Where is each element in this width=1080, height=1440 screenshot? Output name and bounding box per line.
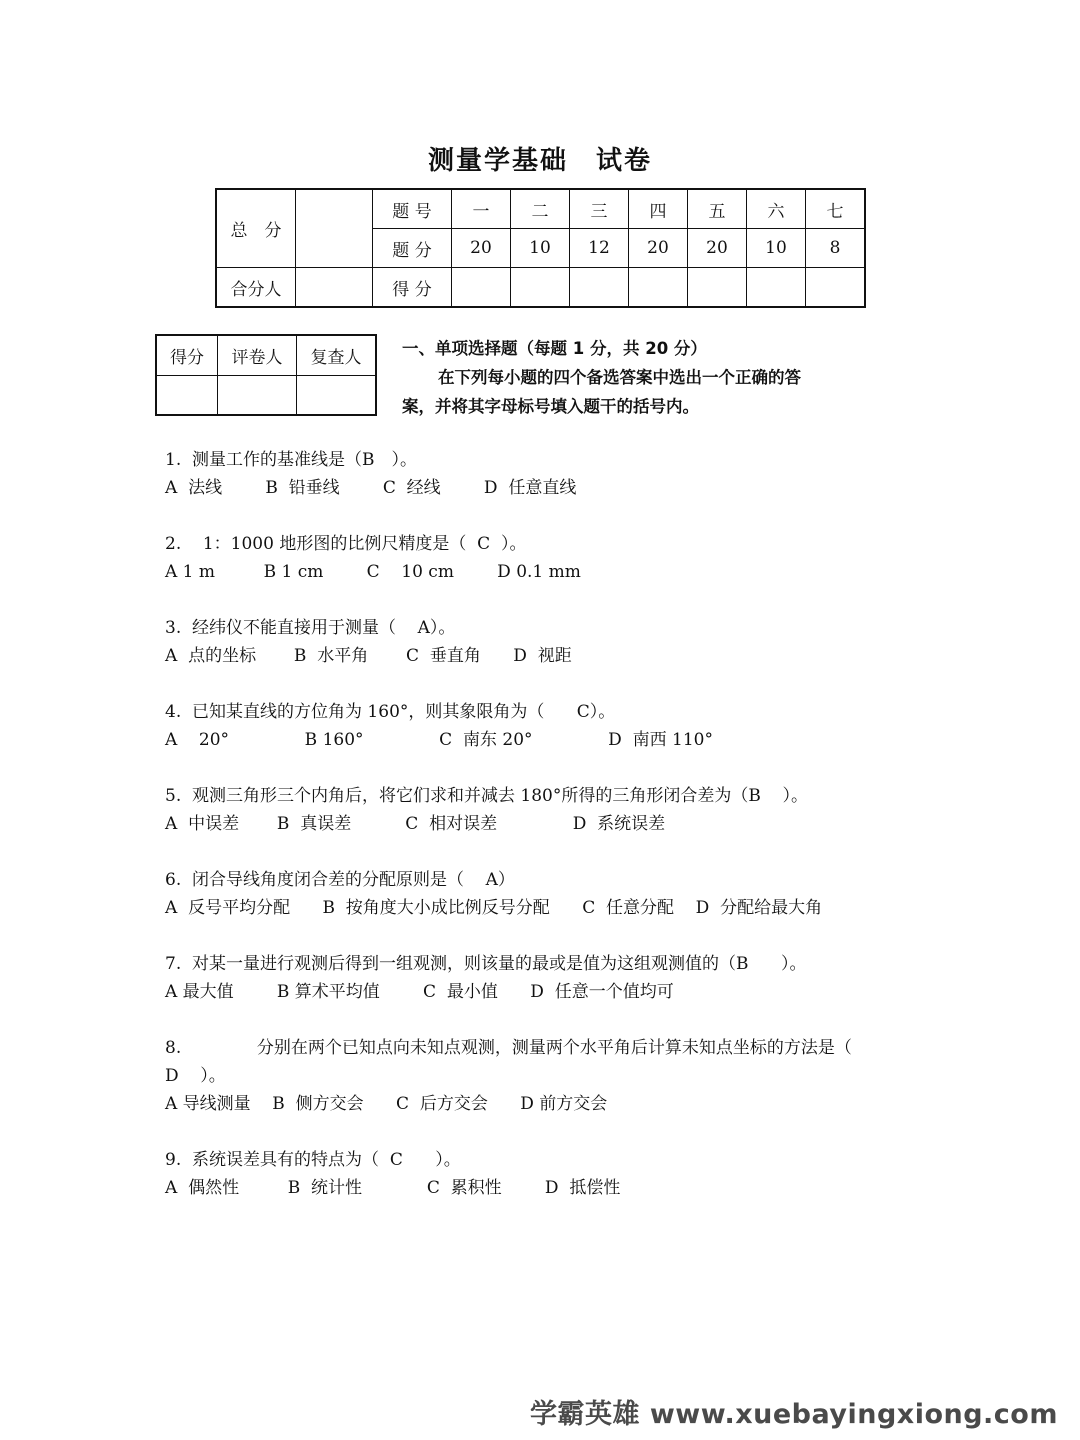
section-instruction-1: 在下列每小题的四个备选答案中选出一个正确的答 <box>438 368 801 387</box>
question-number-cell: 四 <box>629 189 688 229</box>
score-table <box>215 188 866 308</box>
grader-header-reviewer: 评卷人 <box>218 335 297 375</box>
question-options: A 反号平均分配 B 按角度大小成比例反号分配 C 任意分配 D 分配给最大角 <box>165 898 823 918</box>
question-points-cell: 12 <box>570 229 629 268</box>
page-title: 测量学基础 试卷 <box>427 146 652 176</box>
combiner-value <box>296 268 373 308</box>
earned-score-cell <box>511 268 570 308</box>
question-number-cell: 六 <box>747 189 806 229</box>
section-instruction-2: 案，并将其字母标号填入题干的括号内。 <box>402 397 699 416</box>
question-options: A 法线 B 铅垂线 C 经线 D 任意直线 <box>165 478 577 498</box>
question-item <box>165 1034 925 1118</box>
question-options: A 中误差 B 真误差 C 相对误差 D 系统误差 <box>165 814 666 834</box>
question-number-cell: 五 <box>688 189 747 229</box>
question-item <box>165 1146 925 1202</box>
question-item <box>165 530 925 586</box>
earned-score-cell <box>452 268 511 308</box>
question-number-cell: 七 <box>806 189 866 229</box>
question-stem: 8. 分别在两个已知点向未知点观测，测量两个水平角后计算未知点坐标的方法是（ <box>165 1038 852 1058</box>
earned-score-cell <box>629 268 688 308</box>
total-score-label: 总 分 <box>216 189 296 268</box>
question-options: A 导线测量 B 侧方交会 C 后方交会 D 前方交会 <box>165 1094 608 1114</box>
question-stem: 2. 1：1000 地形图的比例尺精度是（ C ）。 <box>165 534 527 554</box>
grader-header-score: 得分 <box>156 335 218 375</box>
question-item <box>165 614 925 670</box>
section-header <box>402 334 882 421</box>
question-points-cell: 20 <box>452 229 511 268</box>
grader-reviewer-cell <box>218 375 297 415</box>
question-stem: 9. 系统误差具有的特点为（ C ）。 <box>165 1150 461 1170</box>
question-list <box>165 446 925 1230</box>
grader-table <box>155 334 377 416</box>
question-points-label: 题 分 <box>373 229 452 268</box>
question-points-cell: 8 <box>806 229 866 268</box>
combiner-label: 合分人 <box>216 268 296 308</box>
earned-score-cell <box>747 268 806 308</box>
grader-header-checker: 复查人 <box>297 335 377 375</box>
question-options: A 偶然性 B 统计性 C 累积性 D 抵偿性 <box>165 1178 621 1198</box>
grader-checker-cell <box>297 375 377 415</box>
question-stem: 5. 观测三角形三个内角后，将它们求和并减去 180°所得的三角形闭合差为（B ）。 <box>165 786 808 806</box>
question-options: A 最大值 B 算术平均值 C 最小值 D 任意一个值均可 <box>165 982 674 1002</box>
site-watermark: 学霸英雄 www.xuebayingxiong.com <box>529 1399 1058 1430</box>
question-number-cell: 三 <box>570 189 629 229</box>
question-points-cell: 20 <box>629 229 688 268</box>
question-points-cell: 20 <box>688 229 747 268</box>
question-number-cell: 一 <box>452 189 511 229</box>
question-item <box>165 866 925 922</box>
earned-score-label: 得 分 <box>373 268 452 308</box>
question-stem-continued: D ）。 <box>165 1066 226 1086</box>
question-stem: 3. 经纬仪不能直接用于测量（ A）。 <box>165 618 456 638</box>
question-item <box>165 950 925 1006</box>
earned-score-cell <box>688 268 747 308</box>
section-heading: 一、单项选择题（每题 1 分，共 20 分） <box>402 339 707 358</box>
question-points-cell: 10 <box>511 229 570 268</box>
question-stem: 4. 已知某直线的方位角为 160°，则其象限角为（ C）。 <box>165 702 616 722</box>
total-score-value <box>296 189 373 268</box>
question-options: A 1 m B 1 cm C 10 cm D 0.1 mm <box>165 562 581 582</box>
question-number-label: 题 号 <box>373 189 452 229</box>
question-item <box>165 698 925 754</box>
question-stem: 1. 测量工作的基准线是（B ）。 <box>165 450 418 470</box>
earned-score-cell <box>570 268 629 308</box>
question-points-cell: 10 <box>747 229 806 268</box>
question-number-cell: 二 <box>511 189 570 229</box>
question-item <box>165 782 925 838</box>
question-options: A 点的坐标 B 水平角 C 垂直角 D 视距 <box>165 646 572 666</box>
section-instruction-line <box>402 363 882 392</box>
grader-score-cell <box>156 375 218 415</box>
question-stem: 7. 对某一量进行观测后得到一组观测，则该量的最或是值为这组观测值的（B ）。 <box>165 954 807 974</box>
question-options: A 20° B 160° C 南东 20° D 南西 110° <box>165 730 713 750</box>
question-stem: 6. 闭合导线角度闭合差的分配原则是（ A） <box>165 870 515 890</box>
question-item <box>165 446 925 502</box>
earned-score-cell <box>806 268 866 308</box>
